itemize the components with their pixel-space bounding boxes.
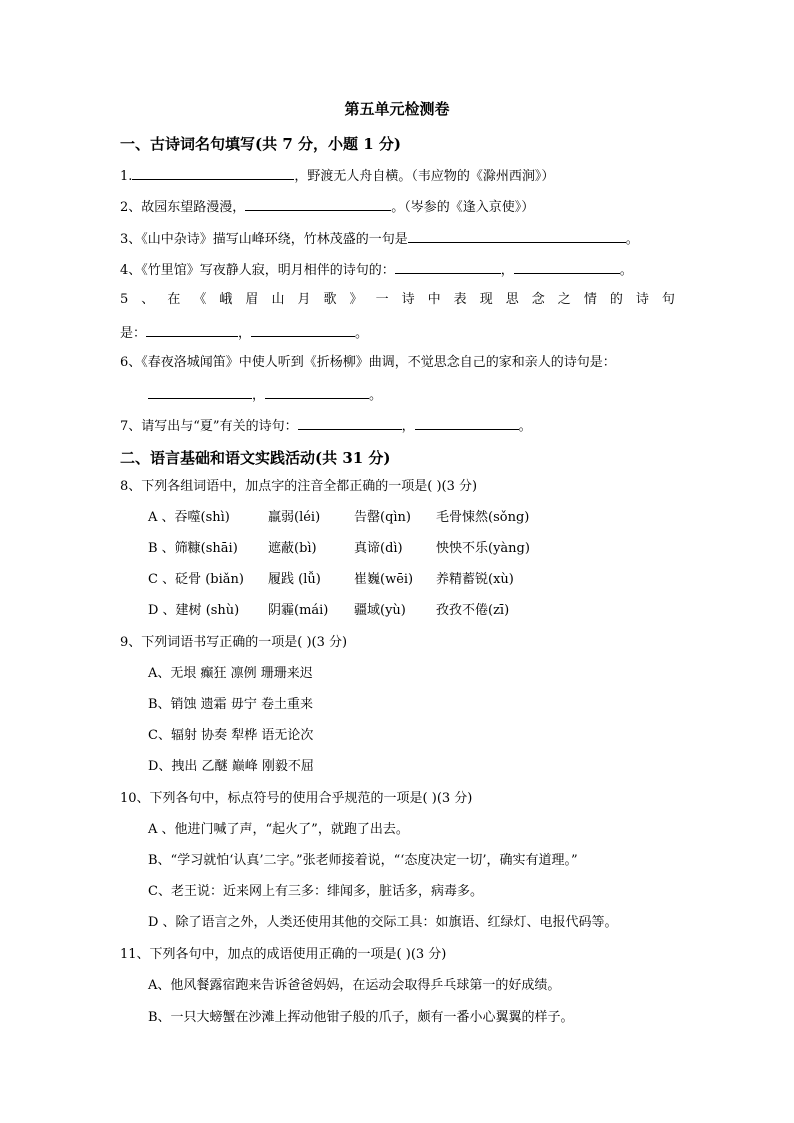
question-9-option-b[interactable]: B、销蚀 遗霜 毋宁 卷土重来 [148, 697, 313, 712]
question-2-text-b: 。（岑参的《逢入京使》） [391, 200, 535, 215]
question-3 [120, 228, 639, 250]
question-5-separator: ， [238, 326, 252, 341]
question-9-option-c[interactable]: C、辐射 协奏 犁桦 语无论次 [148, 728, 314, 743]
answer-blank-4b[interactable] [514, 259, 620, 274]
answer-blank-2[interactable] [245, 196, 391, 211]
question-1-text: ，野渡无人舟自横。（韦应物的《滁州西涧》） [294, 169, 555, 184]
answer-blank-7a[interactable] [298, 415, 402, 430]
question-5-line-1: 5 、 在 《 峨 眉 山 月 歌 》 一 诗 中 表 现 思 念 之 情 的 诗 句 [120, 292, 675, 307]
question-7-separator: ， [401, 419, 415, 434]
question-8-stem: 8、下列各组词语中，加点字的注音全都正确的一项是( )(3 分) [120, 479, 478, 494]
question-9-option-a[interactable]: A、无垠 癫狂 凛例 珊珊来迟 [148, 666, 313, 681]
answer-blank-7b[interactable] [415, 415, 519, 430]
question-8-option-c[interactable]: C 、砭骨 (biǎn) 履践 (lǚ) 崔巍(wēi) 养精蓄锐(xù) [148, 572, 514, 587]
question-5-line-2 [120, 322, 368, 344]
answer-blank-5a[interactable] [146, 322, 238, 337]
section-2-heading: 二、语言基础和语文实践活动(共 31 分) [120, 449, 391, 467]
answer-blank-5b[interactable] [251, 322, 355, 337]
question-7-end: 。 [518, 419, 532, 434]
question-2 [120, 196, 534, 218]
question-4 [120, 259, 633, 281]
question-6-answer-line [148, 384, 382, 406]
question-3-text-a: 3、《山中杂诗》描写山峰环绕，竹林茂盛的一句是 [120, 232, 408, 247]
question-6-end: 。 [369, 388, 383, 403]
answer-blank-1[interactable] [132, 165, 294, 180]
question-6-separator: ， [252, 388, 266, 403]
question-10-option-c[interactable]: C、老王说：近来网上有三多：绯闻多，脏话多，病毒多。 [148, 884, 483, 899]
question-9-option-d[interactable]: D、拽出 乙醚 巅峰 刚毅不屈 [148, 759, 314, 774]
answer-blank-6b[interactable] [265, 384, 369, 399]
page-title: 第五单元检测卷 [344, 100, 450, 118]
question-4-text: 4、《竹里馆》写夜静人寂，明月相伴的诗句的： [120, 263, 395, 278]
question-7-text: 7、请写出与“夏”有关的诗句： [120, 419, 298, 434]
section-1-heading: 一、古诗词名句填写(共 7 分，小题 1 分) [120, 135, 401, 153]
question-8-option-d[interactable]: D 、建树 (shù) 阴霾(mái) 疆域(yù) 孜孜不倦(zī) [148, 603, 510, 618]
answer-blank-4a[interactable] [395, 259, 501, 274]
answer-blank-6a[interactable] [148, 384, 252, 399]
question-8-option-b[interactable]: B 、筛糠(shāi) 遮蔽(bì) 真谛(dì) 怏怏不乐(yàng) [148, 541, 530, 556]
answer-blank-3[interactable] [408, 228, 626, 243]
question-4-end: 。 [619, 263, 633, 278]
question-6-text: 6、《春夜洛城闻笛》中使人听到《折杨柳》曲调，不觉思念自己的家和亲人的诗句是： [120, 355, 616, 370]
question-4-separator: ， [500, 263, 514, 278]
question-9-stem: 9、下列词语书写正确的一项是( )(3 分) [120, 635, 348, 650]
question-5-text: 是： [120, 326, 147, 341]
question-10-option-a[interactable]: A 、他进门喊了声，“起火了”，就跑了出去。 [148, 822, 409, 837]
question-10-option-b[interactable]: B、“学习就怕‘认真’二字。”张老师接着说，“‘态度决定一切’，确实有道理。” [148, 853, 578, 868]
question-10-stem: 10、下列各句中，标点符号的使用合乎规范的一项是( )(3 分) [120, 791, 473, 806]
question-5-end: 。 [355, 326, 369, 341]
question-11-stem: 11、下列各句中，加点的成语使用正确的一项是( )(3 分) [120, 947, 447, 962]
question-11-option-b[interactable]: B、一只大螃蟹在沙滩上挥动他钳子般的爪子，颇有一番小心翼翼的样子。 [148, 1010, 574, 1025]
question-10-option-d[interactable]: D 、除了语言之外，人类还使用其他的交际工具：如旗语、红绿灯、电报代码等。 [148, 915, 618, 930]
question-7 [120, 415, 532, 437]
question-11-option-a[interactable]: A、他风餐露宿跑来告诉爸爸妈妈，在运动会取得乒乓球第一的好成绩。 [148, 978, 561, 993]
question-2-text-a: 2、故园东望路漫漫， [120, 200, 246, 215]
question-1-number: 1. [120, 169, 133, 184]
question-1 [120, 165, 554, 187]
question-3-text-b: 。 [625, 232, 639, 247]
question-8-option-a[interactable]: A 、吞噬(shì) 羸弱(léi) 告罄(qìn) 毛骨悚然(sǒng) [148, 510, 530, 525]
